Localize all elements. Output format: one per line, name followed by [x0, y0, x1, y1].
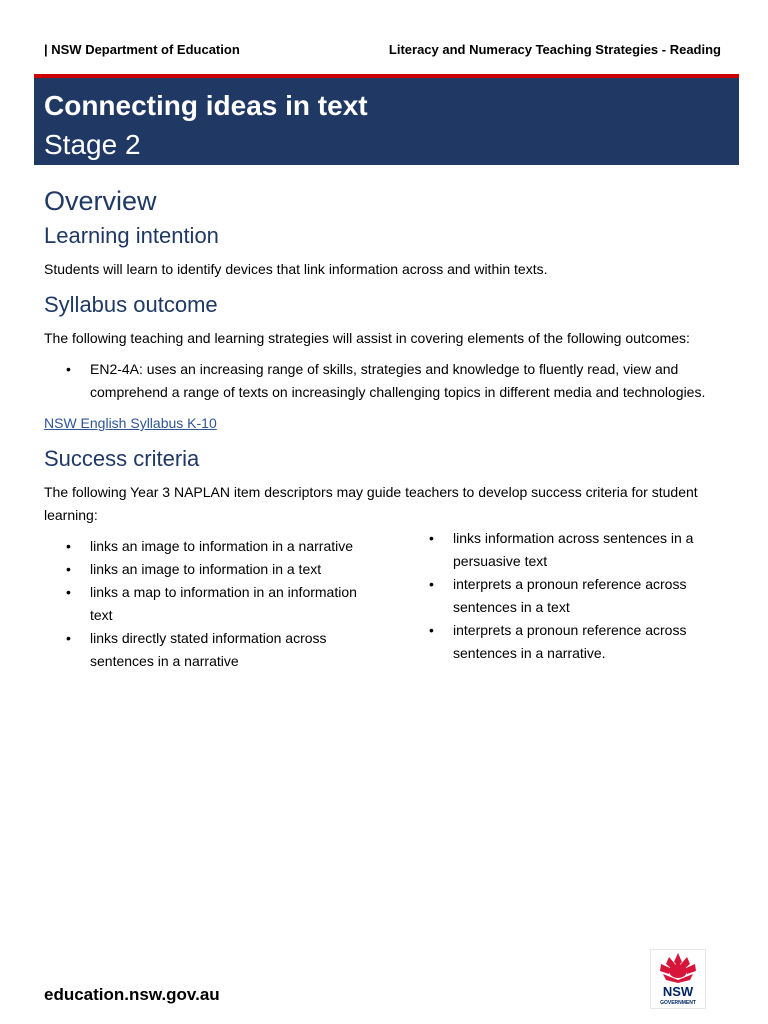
list-item	[44, 535, 374, 558]
success-criteria-intro: The following Year 3 NAPLAN item descriptors may guide teachers to develop success criteria for student learning:	[44, 484, 698, 523]
bullet-icon: •	[66, 361, 71, 377]
list-item-text: links information across sentences in a persuasive text	[453, 530, 694, 569]
bullet-icon: •	[66, 584, 71, 600]
title-banner	[34, 74, 739, 165]
list-item	[44, 358, 724, 404]
success-criteria-left-list	[44, 535, 374, 673]
bullet-icon: •	[429, 622, 434, 638]
waratah-icon	[651, 950, 705, 1008]
list-item-text: links an image to information in a narrative	[90, 538, 354, 554]
list-item-text: EN2-4A: uses an increasing range of skills, strategies and knowledge to fluently read, view and comprehend a range of texts on increasingly challenging topics in different media and technologies.	[90, 361, 706, 400]
header-department: | NSW Department of Education	[44, 42, 240, 57]
list-item	[44, 627, 374, 673]
syllabus-outcome-list	[44, 358, 724, 404]
list-item	[407, 573, 727, 619]
bullet-icon: •	[66, 630, 71, 646]
list-item	[44, 558, 374, 581]
bullet-icon: •	[66, 561, 71, 577]
main-content	[44, 182, 724, 697]
list-item-text: interprets a pronoun reference across sentences in a text	[453, 576, 687, 615]
success-criteria-columns	[44, 527, 724, 697]
bullet-icon: •	[429, 576, 434, 592]
list-item	[407, 619, 727, 665]
list-item-text: links directly stated information across sentences in a narrative	[90, 630, 327, 669]
overview-heading: Overview	[44, 186, 157, 216]
logo-text: NSW	[662, 984, 694, 999]
logo-subtext: GOVERNMENT	[660, 1000, 696, 1006]
nsw-government-logo	[650, 949, 706, 1009]
list-item-text: interprets a pronoun reference across sentences in a narrative.	[453, 622, 687, 661]
success-criteria-heading: Success criteria	[44, 446, 200, 471]
success-criteria-right-list	[407, 527, 727, 665]
syllabus-link[interactable]: NSW English Syllabus K-10	[44, 415, 217, 431]
page-subtitle: Stage 2	[44, 129, 141, 160]
list-item-text: links an image to information in a text	[90, 561, 322, 577]
list-item-text: links a map to information in an information text	[90, 584, 357, 623]
list-item	[44, 581, 374, 627]
page-title: Connecting ideas in text	[44, 90, 368, 121]
bullet-icon: •	[66, 538, 71, 554]
syllabus-outcome-heading: Syllabus outcome	[44, 292, 218, 317]
learning-intention-heading: Learning intention	[44, 223, 219, 248]
syllabus-outcome-intro: The following teaching and learning strategies will assist in covering elements of the following outcomes:	[44, 330, 690, 346]
header-document-series: Literacy and Numeracy Teaching Strategies - Reading	[388, 42, 721, 57]
footer-url: education.nsw.gov.au	[44, 985, 220, 1004]
list-item	[407, 527, 727, 573]
bullet-icon: •	[429, 530, 434, 546]
learning-intention-text: Students will learn to identify devices that link information across and within texts.	[44, 261, 548, 277]
